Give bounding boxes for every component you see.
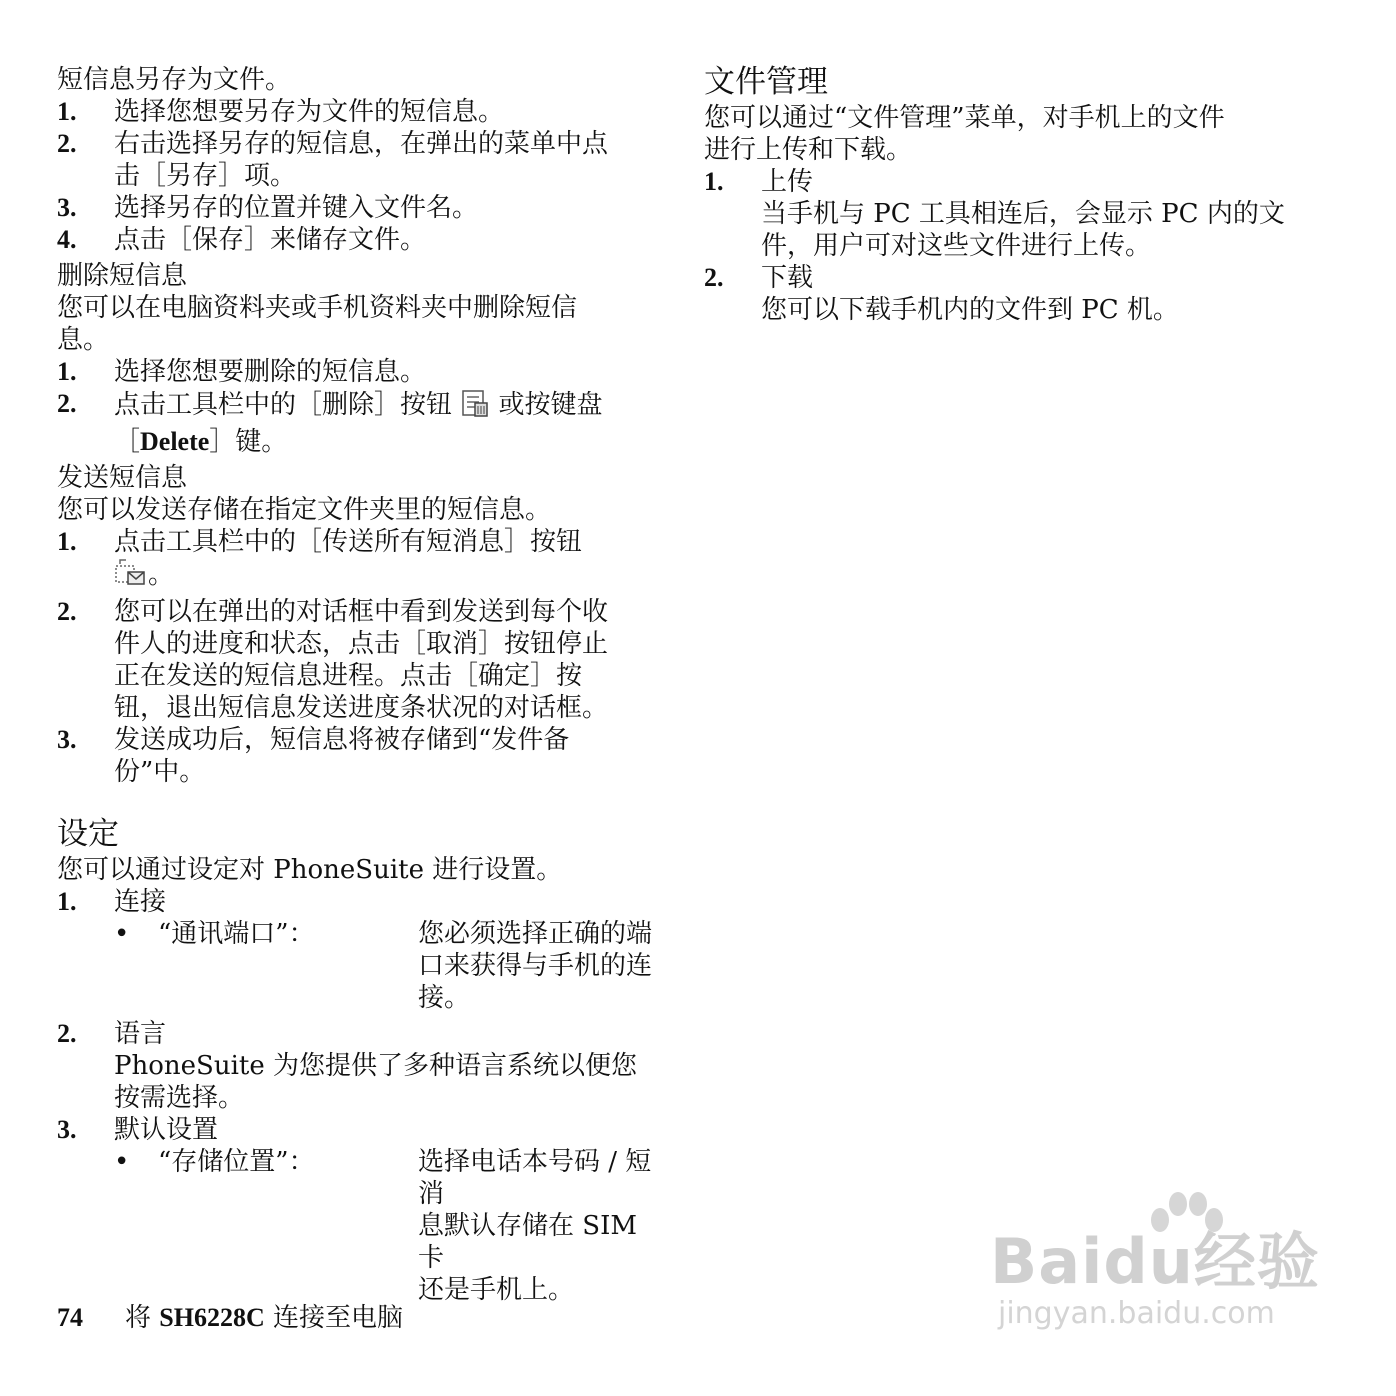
list-item bbox=[57, 1018, 652, 1114]
step-text: 选择您想要另存为文件的短信息。 bbox=[114, 97, 505, 127]
item-label: 语言 bbox=[114, 1019, 167, 1049]
footer-post: 连接至电脑 bbox=[264, 1303, 403, 1333]
step-number: 2. bbox=[57, 597, 77, 626]
send-all-icon bbox=[114, 558, 148, 596]
file-management-list bbox=[704, 166, 1304, 326]
item-label: 下载 bbox=[761, 263, 814, 293]
step-number: 3. bbox=[57, 1115, 77, 1144]
bullet-desc: 息默认存储在 SIM 卡 bbox=[418, 1211, 637, 1273]
delete-steps-list bbox=[57, 356, 652, 458]
list-item bbox=[57, 388, 652, 458]
step-text: 右击选择另存的短信息，在弹出的菜单中点 bbox=[114, 129, 609, 159]
bullet-term: “存储位置”： bbox=[158, 1147, 315, 1177]
bracket-open: ［ bbox=[114, 427, 141, 457]
left-column bbox=[57, 64, 652, 1306]
bullet-dot: • bbox=[114, 919, 130, 949]
step-number: 2. bbox=[704, 263, 724, 292]
item-label: 上传 bbox=[761, 167, 814, 197]
list-item bbox=[57, 1114, 652, 1306]
model-name: SH6228C bbox=[159, 1303, 265, 1332]
footer-text bbox=[125, 1302, 403, 1334]
bullet-term: “通讯端口”： bbox=[158, 919, 315, 949]
send-section-title: 发送短信息 bbox=[57, 463, 188, 493]
bullet-desc: 您必须选择正确的端 bbox=[418, 919, 653, 949]
step-text: 。 bbox=[148, 560, 175, 590]
list-item bbox=[57, 224, 652, 256]
file-management-desc bbox=[704, 102, 1304, 166]
settings-list bbox=[57, 886, 652, 1306]
step-number: 2. bbox=[57, 1019, 77, 1048]
step-text: 份”中。 bbox=[114, 757, 206, 787]
page-footer bbox=[57, 1302, 403, 1334]
step-text: 您可以在弹出的对话框中看到发送到每个收 bbox=[114, 597, 609, 627]
save-steps-list bbox=[57, 96, 652, 256]
desc-line: 您可以通过“文件管理”菜单，对手机上的文件 bbox=[704, 103, 1225, 133]
step-number: 3. bbox=[57, 725, 77, 754]
step-text: 选择另存的位置并键入文件名。 bbox=[114, 193, 479, 223]
delete-desc-line: 息。 bbox=[57, 325, 110, 355]
intro-text: 短信息另存为文件。 bbox=[57, 65, 292, 95]
step-number: 3. bbox=[57, 193, 77, 222]
delete-desc bbox=[57, 292, 652, 356]
watermark-url: jingyan.baidu.com bbox=[998, 1296, 1275, 1331]
item-body: PhoneSuite 为您提供了多种语言系统以便您 bbox=[114, 1051, 637, 1081]
bullet-item bbox=[114, 1146, 652, 1306]
step-text: 发送成功后，短信息将被存储到“发件备 bbox=[114, 725, 570, 755]
item-body: 件，用户可对这些文件进行上传。 bbox=[761, 231, 1152, 261]
step-number: 1. bbox=[57, 887, 77, 916]
item-body: 当手机与 PC 工具相连后，会显示 PC 内的文 bbox=[761, 199, 1285, 229]
footer-pre: 将 bbox=[125, 1303, 160, 1333]
list-item bbox=[704, 262, 1304, 326]
bullet-dot: • bbox=[114, 1147, 130, 1177]
step-text: 点击［保存］来储存文件。 bbox=[114, 225, 427, 255]
delete-message-icon bbox=[460, 388, 490, 426]
desc-line: 进行上传和下载。 bbox=[704, 135, 913, 165]
step-number: 4. bbox=[57, 225, 77, 254]
list-item bbox=[57, 192, 652, 224]
step-text: 选择您想要删除的短信息。 bbox=[114, 357, 427, 387]
step-text: 或按键盘 bbox=[498, 390, 603, 420]
step-text: 点击工具栏中的［删除］按钮 bbox=[114, 390, 453, 420]
delete-section-title: 删除短信息 bbox=[57, 261, 188, 291]
bracket-close: ］键。 bbox=[209, 427, 288, 457]
step-number: 1. bbox=[704, 167, 724, 196]
item-body: 您可以下载手机内的文件到 PC 机。 bbox=[761, 295, 1179, 325]
step-text: 击［另存］项。 bbox=[114, 161, 297, 191]
delete-key-label: Delete bbox=[140, 427, 210, 456]
list-item bbox=[57, 356, 652, 388]
list-item bbox=[57, 886, 652, 1014]
step-number: 1. bbox=[57, 527, 77, 556]
bullet-item bbox=[114, 918, 652, 1014]
step-text: 点击工具栏中的［传送所有短消息］按钮 bbox=[114, 527, 583, 557]
watermark-logo: Baidu经验 bbox=[990, 1225, 1320, 1298]
list-item bbox=[57, 526, 652, 596]
page-number: 74 bbox=[57, 1303, 83, 1332]
list-item bbox=[704, 166, 1304, 262]
list-item bbox=[57, 724, 652, 788]
bullet-desc: 还是手机上。 bbox=[418, 1275, 575, 1305]
step-text: 正在发送的短信息进程。点击［确定］按 bbox=[114, 661, 583, 691]
step-number: 2. bbox=[57, 129, 77, 158]
step-number: 1. bbox=[57, 97, 77, 126]
step-number: 2. bbox=[57, 389, 77, 418]
bullet-desc: 口来获得与手机的连 bbox=[418, 951, 653, 981]
list-item bbox=[57, 596, 652, 724]
right-column bbox=[704, 64, 1304, 326]
step-text: 件人的进度和状态，点击［取消］按钮停止 bbox=[114, 629, 609, 659]
send-steps-list bbox=[57, 526, 652, 788]
file-management-title: 文件管理 bbox=[704, 64, 828, 100]
bullet-desc: 接。 bbox=[418, 983, 471, 1013]
delete-desc-line: 您可以在电脑资料夹或手机资料夹中删除短信 bbox=[57, 293, 578, 323]
bullet-desc: 选择电话本号码 / 短消 bbox=[418, 1147, 652, 1209]
list-item bbox=[57, 96, 652, 128]
send-desc: 您可以发送存储在指定文件夹里的短信息。 bbox=[57, 495, 552, 525]
list-item bbox=[57, 128, 652, 192]
baidu-watermark bbox=[990, 1190, 1320, 1350]
item-body: 按需选择。 bbox=[114, 1083, 245, 1113]
step-number: 1. bbox=[57, 357, 77, 386]
step-text: 钮，退出短信息发送进度条状况的对话框。 bbox=[114, 693, 609, 723]
settings-title: 设定 bbox=[57, 816, 119, 852]
item-label: 默认设置 bbox=[114, 1115, 219, 1145]
item-label: 连接 bbox=[114, 887, 167, 917]
settings-desc: 您可以通过设定对 PhoneSuite 进行设置。 bbox=[57, 855, 563, 885]
